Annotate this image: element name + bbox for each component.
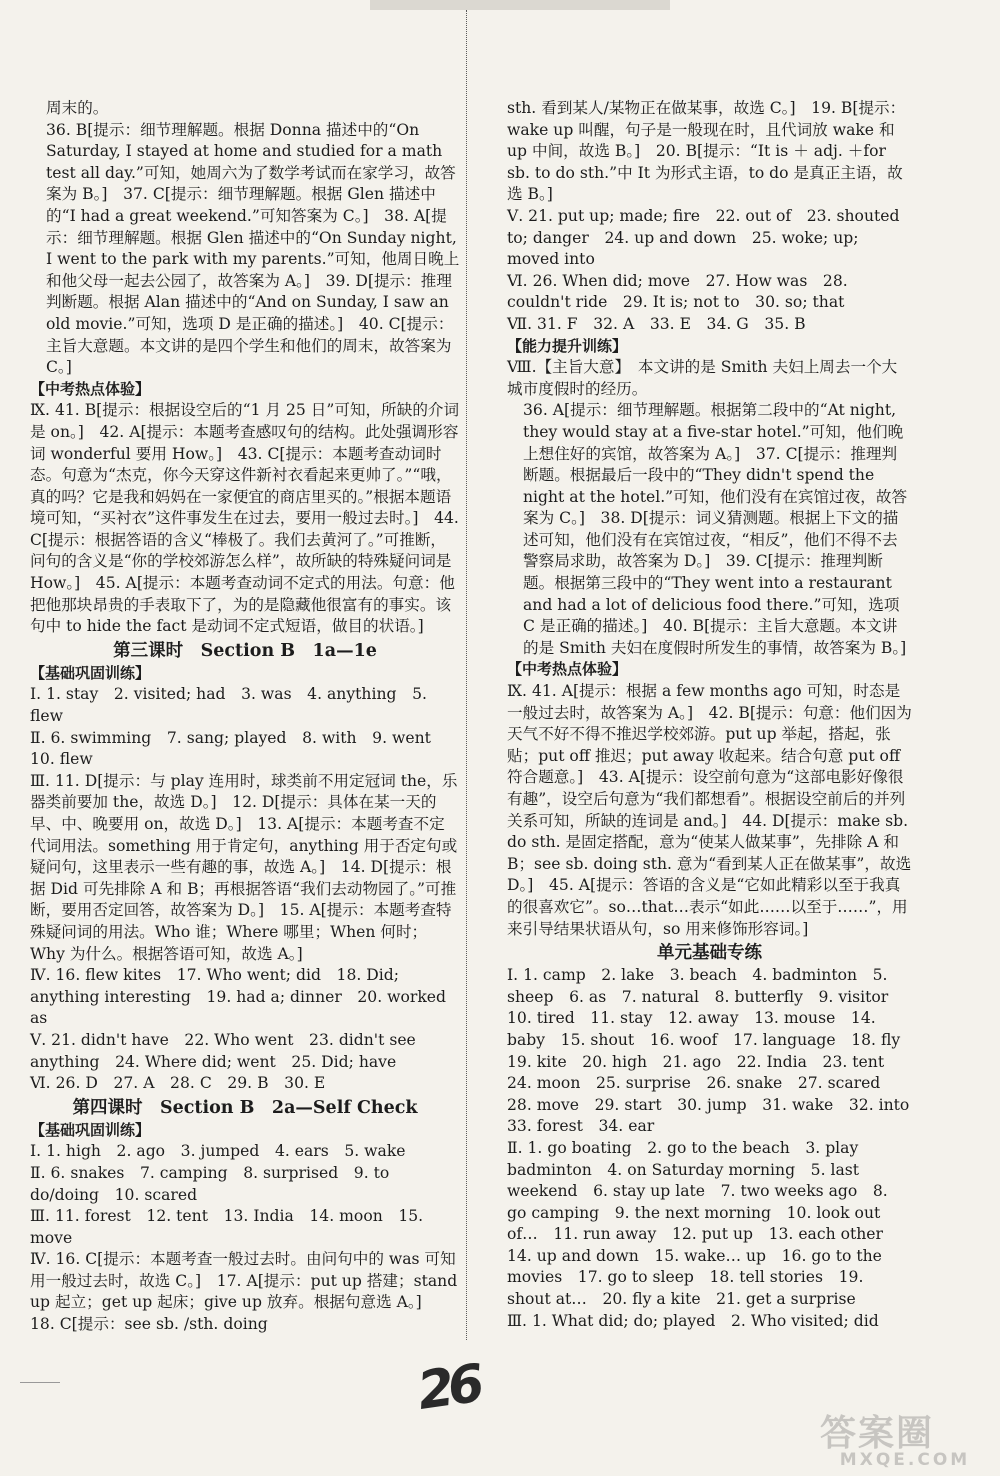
column-divider — [466, 10, 467, 1340]
answer-paragraph: Ⅰ. 1. camp 2. lake 3. beach 4. badminton 5. sheep 6. as 7. natural 8. butterfly 9. visitor 10. tired 11. stay 12. away 13. mouse 14. baby 15. shout 16. woof 17. language 18. fly 19. kite 20. high 21. ago 22. India 23. tent 24. moon 25. surprise 26. snake 27. scared 28. move 29. start 30. jump 31. wake 32. into 33. forest 34. ear — [507, 966, 925, 1136]
answer-paragraph: 36. A[提示：细节理解题。根据第二段中的“At night, they would stay at a five-star hotel.”可知，他们晚上想住好的宾馆，故答案为 A。] 37. C[提示：推理判断题。根据最后一段中的“They didn't spend the night at the hotel.”可知，他们没有在宾馆过夜，故答案为 C。] 38. D[提示：词义猜测题。根据上下文的描述可知，他们没有在宾馆过夜，“相反”，他们不得不去警察局求助，故答案为 D。] 39. C[提示：推理判断题。根据第三段中的“They went into a restaurant and had a lot of delicious food there.”可知，选项 C 是正确的描述。] 40. B[提示：主旨大意题。本文讲的是 Smith 夫妇在度假时所发生的事情，故答案为 B。] — [523, 401, 908, 657]
section-tag: 【基础巩固训练】 — [30, 663, 151, 682]
answer-paragraph: Ⅳ. 16. C[提示：本题考查一般过去时。由问句中的 was 可知用一般过去时，故选 C。] 17. A[提示：put up 搭建；stand up 起立；get up 起床；give up 放弃。根据句意选 A。] 18. C[提示：see sb. /sth. doing — [30, 1250, 458, 1334]
answer-paragraph: Ⅰ. 1. high 2. ago 3. jumped 4. ears 5. wake — [30, 1142, 406, 1161]
answer-paragraph: Ⅱ. 6. swimming 7. sang; played 8. with 9. went 10. flew — [30, 728, 447, 769]
section-tag: 【基础巩固训练】 — [30, 1120, 151, 1139]
answer-paragraph: Ⅳ. 16. flew kites 17. Who went; did 18. Did; anything interesting 19. had a; dinner 20. worked as — [30, 966, 446, 1028]
answer-paragraph: Ⅴ. 21. put up; made; fire 22. out of 23. shouted to; danger 24. up and down 25. woke; up; moved into — [507, 206, 900, 269]
answer-paragraph: Ⅸ. 41. B[提示：根据设空后的“1 月 25 日”可知，所缺的介词是 on。] 42. A[提示：本题考查感叹句的结构。此处强调形容词 wonderful 要用 How。] 43. C[提示：本题考查动词时态。句意为“杰克，你今天穿这件新衬衣看起来更帅了。”“哦，真的吗？它是我和妈妈在一家便宜的商店里买的。”根据本题语境可知，“买衬衣”这件事发生在过去，要用一般过去时。] 44. C[提示：根据答语的含义“棒极了。我们去黄河了。”可推断，问句的含义是“你的学校郊游怎么样”，故所缺的特殊疑问词是 How。] 45. A[提示：本题考查动词不定式的用法。句意：他把他那块昂贵的手表取下了，为的是隐藏他很富有的事实。该句中 to hide the fact 是动词不定式短语，做目的状语。] — [30, 401, 460, 636]
watermark-url: MXQE.COM — [839, 1450, 971, 1470]
footer-rule — [20, 1382, 60, 1383]
left-column — [30, 98, 460, 1336]
scan-edge-artifact — [370, 0, 670, 10]
section-heading: 第三课时 Section B 1a—1e — [113, 640, 377, 661]
page-number: 26 — [414, 1354, 483, 1422]
answer-paragraph: 36. B[提示：细节理解题。根据 Donna 描述中的“On Saturday, I stayed at home and studied for a math test all day.”可知，她周六为了数学考试而在家学习，故答案为 B。] 37. C[提示：细节理解题。根据 Glen 描述中的“I had a great weekend.”可知答案为 C。] 38. A[提示：细节理解题。根据 Glen 描述中的“On Sunday night, I went to the park with my parents.”可知，他周日晚上和他父母一起去公园了，故答案为 A。] 39. D[提示：推理判断题。根据 Alan 描述中的“And on Sunday, I saw an old movie.”可知，选项 D 是正确的描述。] 40. C[提示：主旨大意题。本文讲的是四个学生和他们的周末，故答案为 C。] — [46, 120, 460, 377]
watermark-logo — [820, 1405, 990, 1469]
section-tag: 【能力提升训练】 — [507, 336, 628, 355]
answer-paragraph: Ⅲ. 1. What did; do; played 2. Who visited; did — [507, 1311, 879, 1330]
answer-paragraph: Ⅷ.【主旨大意】 本文讲的是 Smith 夫妇上周去一个大城市度假时的经历。 — [507, 358, 898, 398]
answer-paragraph: 周末的。 — [46, 99, 109, 117]
answer-paragraph: Ⅵ. 26. When did; move 27. How was 28. couldn't ride 29. It is; not to 30. so; that — [507, 271, 848, 312]
section-heading: 第四课时 Section B 2a—Self Check — [72, 1097, 418, 1118]
answer-paragraph: Ⅶ. 31. F 32. A 33. E 34. G 35. B — [507, 314, 806, 333]
answer-paragraph: sth. 看到某人/某物正在做某事，故选 C。] 19. B[提示：wake up 叫醒，句子是一般现在时，且代词放 wake 和 up 中间，故选 B。] 20. B[提示：“It is ＋ adj. ＋for sb. to do sth.”中 It 为形式主语，to do 是真正主语，故选 B。] — [507, 99, 906, 204]
section-tag: 【中考热点体验】 — [507, 660, 628, 679]
section-heading: 单元基础专练 — [657, 943, 762, 964]
answer-paragraph: Ⅴ. 21. didn't have 22. Who went 23. didn't see anything 24. Where did; went 25. Did; have — [30, 1030, 416, 1071]
watermark-text: 答案圈 — [820, 1413, 935, 1454]
answer-paragraph: Ⅲ. 11. D[提示：与 play 连用时，球类前不用定冠词 the，乐器类前要加 the，故选 D。] 12. D[提示：具体在某一天的早、中、晚要用 on，故选 D。] 13. A[提示：本题考查不定代词用法。something 用于肯定句，anything 用于否定句或疑问句，这里表示一些有趣的事，故选 A。] 14. D[提示：根据 Did 可先排除 A 和 B；再根据答语“我们去动物园了。”可推断，要用否定回答，故答案为 D。] 15. A[提示：本题考查特殊疑问词的用法。Who 谁；Where 哪里；When 何时；Why 为什么。根据答语可知，故选 A。] — [30, 771, 458, 963]
answer-paragraph: Ⅲ. 11. forest 12. tent 13. India 14. moon 15. move — [30, 1207, 424, 1247]
answer-paragraph: Ⅱ. 1. go boating 2. go to the beach 3. play badminton 4. on Saturday morning 5. last weekend 6. stay up late 7. two weeks ago 8. go camping 9. the next morning 10. look out of… 11. run away 12. put up 13. each other 14. up and down 15. wake… up 16. go to the movies 17. go to sleep 18. tell stories 19. shout at… 20. fly a kite 21. get a surprise — [507, 1138, 899, 1309]
answer-paragraph: Ⅰ. 1. stay 2. visited; had 3. was 4. anything 5. flew — [30, 685, 427, 726]
section-tag: 【中考热点体验】 — [30, 379, 151, 398]
right-column — [507, 98, 925, 1332]
answer-paragraph: Ⅱ. 6. snakes 7. camping 8. surprised 9. to do/doing 10. scared — [30, 1163, 390, 1204]
answer-paragraph: Ⅸ. 41. A[提示：根据 a few months ago 可知，时态是一般过去时，故答案为 A。] 42. B[提示：句意：他们因为天气不好不得不推迟学校郊游。put up 举起，搭起，张贴；put off 推迟；put away 收起来。结合句意 put off 符合题意。] 43. A[提示：设空前句意为“这部电影好像很有趣”，设空后句意为“我们都想看”。根据设空前后的并列关系可知，所缺的连词是 and。] 44. D[提示：make sb. do sth. 是固定搭配，意为“使某人做某事”，先排除 A 和 B；see sb. doing sth. 意为“看到某人正在做某事”，故选 D。] 45. A[提示：答语的含义是“它如此精彩以至于我真的很喜欢它”。so…that…表示“如此……以至于……”，用来引导结果状语从句，so 用来修饰形容词。] — [507, 682, 912, 938]
answer-paragraph: Ⅵ. 26. D 27. A 28. C 29. B 30. E — [30, 1074, 326, 1093]
